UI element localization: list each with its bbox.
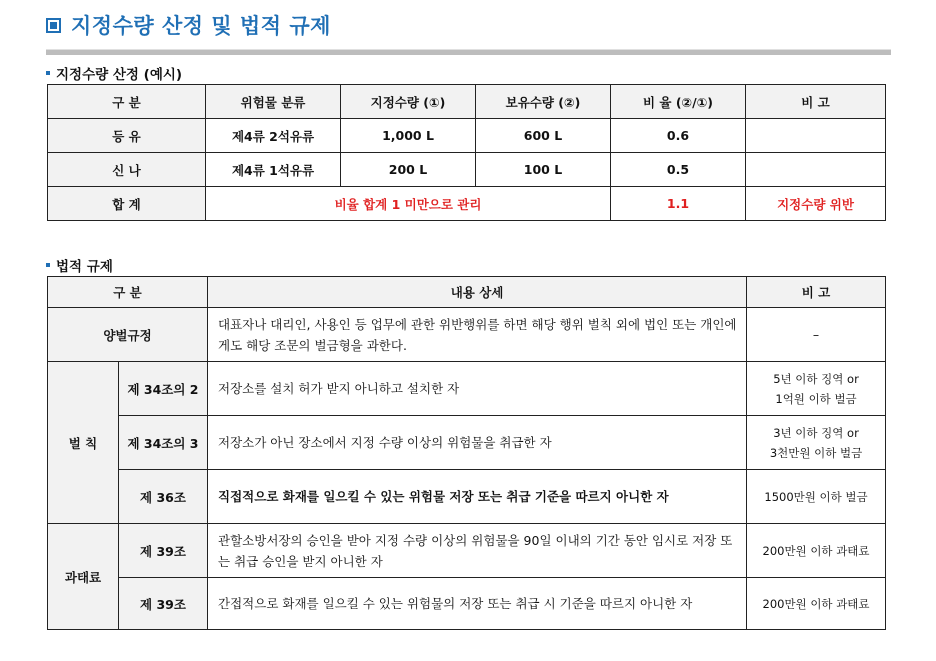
table-row xyxy=(48,153,886,187)
both-provision-content: 대표자나 대리인, 사용인 등 업무에 관한 위반행위를 하면 해당 행위 벌칙 외에 법인 또는 개인에게도 해당 조문의 벌금형을 과한다. xyxy=(208,308,747,362)
both-provision-label: 양벌규정 xyxy=(48,308,208,362)
total-message: 비율 합계 1 미만으로 관리 xyxy=(206,187,611,221)
designated-quantity-table xyxy=(47,84,886,221)
note-line: 3년 이하 징역 or xyxy=(773,425,859,440)
header-note: 비 고 xyxy=(746,85,886,119)
bullet-icon xyxy=(46,71,50,75)
total-row xyxy=(48,187,886,221)
article-note: 1500만원 이하 벌금 xyxy=(747,470,886,524)
page-title: 지정수량 산정 및 법적 규제 xyxy=(71,14,331,38)
header-held-quantity: 보유수량 (②) xyxy=(476,85,611,119)
header-category: 구 분 xyxy=(48,277,208,308)
header-designated-quantity: 지정수량 (①) xyxy=(341,85,476,119)
row-name: 신 나 xyxy=(48,153,206,187)
row-ratio: 0.6 xyxy=(611,119,746,153)
row-held: 600 L xyxy=(476,119,611,153)
article-note xyxy=(747,416,886,470)
section1-title: 지정수량 산정 (예시) xyxy=(56,67,183,83)
section2-title: 법적 규제 xyxy=(56,259,113,275)
row-designated: 200 L xyxy=(341,153,476,187)
article-note: 200만원 이하 과태료 xyxy=(747,524,886,578)
row-category: 제4류 1석유류 xyxy=(206,153,341,187)
header-detail: 내용 상세 xyxy=(208,277,747,308)
table-row xyxy=(48,470,886,524)
article-label: 제 34조의 2 xyxy=(119,362,208,416)
header-ratio: 비 율 (②/①) xyxy=(611,85,746,119)
article-label: 제 36조 xyxy=(119,470,208,524)
row-held: 100 L xyxy=(476,153,611,187)
article-content: 간접적으로 화재를 일으킬 수 있는 위험물의 저장 또는 취급 시 기준을 따르지 아니한 자 xyxy=(208,578,747,630)
note-line: 3천만원 이하 벌금 xyxy=(769,445,863,460)
row-ratio: 0.5 xyxy=(611,153,746,187)
header-category: 구 분 xyxy=(48,85,206,119)
table-header-row xyxy=(48,277,886,308)
total-note: 지정수량 위반 xyxy=(746,187,886,221)
fine-group-label: 과태료 xyxy=(48,524,119,630)
table-row xyxy=(48,578,886,630)
table-row xyxy=(48,524,886,578)
article-content: 직접적으로 화재를 일으킬 수 있는 위험물 저장 또는 취급 기준을 따르지 아니한 자 xyxy=(208,470,747,524)
article-label: 제 39조 xyxy=(119,578,208,630)
header-note: 비 고 xyxy=(747,277,886,308)
table-row xyxy=(48,416,886,470)
table-row xyxy=(48,362,886,416)
section2-heading xyxy=(46,255,113,275)
total-label: 합 계 xyxy=(48,187,206,221)
row-note xyxy=(746,119,886,153)
note-line: 1억원 이하 벌금 xyxy=(775,391,857,406)
both-provision-note: – xyxy=(747,308,886,362)
header-classification: 위험물 분류 xyxy=(206,85,341,119)
table-row xyxy=(48,308,886,362)
table-header-row xyxy=(48,85,886,119)
square-bullet-icon xyxy=(46,18,61,33)
page-header xyxy=(46,8,331,42)
row-note xyxy=(746,153,886,187)
article-content: 저장소가 아닌 장소에서 지정 수량 이상의 위험물을 취급한 자 xyxy=(208,416,747,470)
article-label: 제 34조의 3 xyxy=(119,416,208,470)
table-row xyxy=(48,119,886,153)
article-content: 저장소를 설치 허가 받지 아니하고 설치한 자 xyxy=(208,362,747,416)
article-content: 관할소방서장의 승인을 받아 지정 수량 이상의 위험물을 90일 이내의 기간 동안 임시로 저장 또는 취급 승인을 받지 아니한 자 xyxy=(208,524,747,578)
bullet-icon xyxy=(46,263,50,267)
total-ratio: 1.1 xyxy=(611,187,746,221)
title-divider xyxy=(46,49,891,55)
article-label: 제 39조 xyxy=(119,524,208,578)
penalty-group-label: 벌 칙 xyxy=(48,362,119,524)
legal-regulation-table xyxy=(47,276,886,630)
section1-heading xyxy=(46,63,182,83)
article-note xyxy=(747,362,886,416)
note-line: 5년 이하 징역 or xyxy=(773,371,859,386)
row-name: 등 유 xyxy=(48,119,206,153)
article-note: 200만원 이하 과태료 xyxy=(747,578,886,630)
row-category: 제4류 2석유류 xyxy=(206,119,341,153)
row-designated: 1,000 L xyxy=(341,119,476,153)
